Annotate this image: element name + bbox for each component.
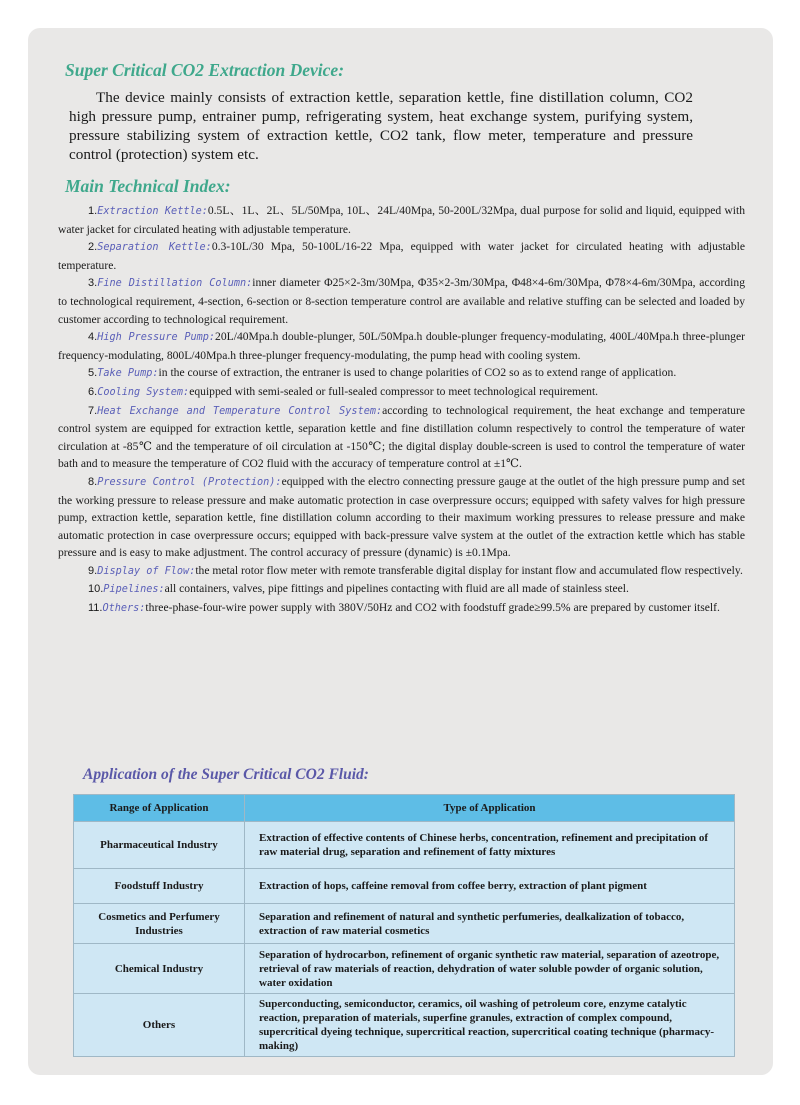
spec-item [58, 274, 745, 328]
spec-label: Cooling System: [97, 386, 190, 398]
type-cell: Separation and refinement of natural and synthetic perfumeries, dealkalization of tobacco, extraction of raw material cosmetics [245, 904, 735, 944]
document-card [28, 28, 773, 1075]
spec-label: Pressure Control (Protection): [97, 476, 282, 488]
range-cell: Cosmetics and Perfumery Industries [74, 904, 245, 944]
range-cell: Others [74, 994, 245, 1057]
spec-label: Extraction Kettle: [97, 206, 208, 217]
table-row [74, 869, 735, 904]
spec-label: Pipelines: [103, 584, 165, 596]
spec-item [58, 383, 745, 402]
spec-label: Others: [102, 603, 146, 615]
spec-text: 20L/40Mpa.h double-plunger, 50L/50Mpa.h double-plunger frequency-modulating, 400L/40Mpa.h three-plunger frequency-modulating, 800L/40Mpa.h three-plunger frequency-modulating, the pump head with cooling system. [58, 330, 745, 362]
range-cell: Chemical Industry [74, 944, 245, 994]
spec-number: 2. [88, 241, 98, 254]
spec-number: 3. [88, 277, 98, 290]
spec-label: Take Pump: [97, 368, 159, 380]
spec-text: equipped with semi-sealed or full-sealed compressor to meet technological requirement. [189, 384, 599, 398]
spec-text: the metal rotor flow meter with remote transferable digital display for instant flow and accumulated flow respectively. [195, 563, 743, 577]
table-row [74, 944, 735, 994]
spec-number: 5. [88, 367, 98, 380]
spec-text: 0.5L、1L、2L、5L/50Mpa, 10L、24L/40Mpa, 50-200L/32Mpa, dual purpose for solid and liquid, equipped with water jacket for circulated heating with adjustable temperature. [58, 204, 745, 236]
range-cell: Foodstuff Industry [74, 869, 245, 904]
spec-number: 7. [88, 404, 98, 417]
spec-text: in the course of extraction, the entraner is used to change polarities of CO2 so as to extend range of application. [158, 366, 677, 380]
spec-text: all containers, valves, pipe fittings and pipelines contacting with fluid are all made of stainless steel. [164, 582, 629, 596]
spec-number: 6. [88, 385, 98, 398]
type-cell: Extraction of effective contents of Chinese herbs, concentration, refinement and precipitation of raw material drug, separation and refinement of fatty mixtures [245, 822, 735, 869]
spec-item [58, 580, 745, 599]
spec-number: 9. [88, 564, 98, 577]
table-header-row [74, 795, 735, 822]
spec-number: 11. [88, 602, 103, 615]
column-header-range: Range of Application [74, 795, 245, 822]
spec-item [58, 562, 745, 581]
table-row [74, 994, 735, 1057]
spec-number: 4. [88, 331, 98, 344]
spec-item [58, 402, 745, 473]
spec-item [58, 238, 745, 274]
spec-number: 1. [88, 205, 98, 217]
spec-number: 8. [88, 475, 98, 488]
spec-item [58, 473, 745, 562]
spec-label: Display of Flow: [97, 565, 196, 577]
spec-label: Fine Distillation Column: [97, 278, 253, 290]
spec-label: High Pressure Pump: [97, 332, 216, 344]
range-cell: Pharmaceutical Industry [74, 822, 245, 869]
technical-index-list [58, 202, 745, 618]
spec-item [58, 328, 745, 364]
technical-index-title: Main Technical Index: [65, 176, 231, 196]
spec-label: Separation Kettle: [97, 242, 212, 254]
table-row [74, 904, 735, 944]
column-header-type: Type of Application [245, 795, 735, 822]
table-row [74, 822, 735, 869]
application-table [73, 794, 735, 1057]
spec-item [58, 202, 745, 238]
device-body: The device mainly consists of extraction kettle, separation kettle, fine distillation column, CO2 high pressure pump, entrainer pump, refrigerating system, heat exchange system, purifying system, pressure stabilizing system of extraction kettle, CO2 tank, flow meter, temperature and pressure control (protection) system etc. [69, 89, 693, 163]
spec-text: 0.3-10L/30 Mpa, 50-100L/16-22 Mpa, equipped with water jacket for circulated heating with adjustable temperature. [58, 240, 745, 272]
spec-text: three-phase-four-wire power supply with 380V/50Hz and CO2 with foodstuff grade≥99.5% are prepared by customer itself. [145, 601, 720, 615]
spec-item [58, 364, 745, 383]
device-title: Super Critical CO2 Extraction Device: [65, 60, 345, 80]
spec-text: inner diameter Φ25×2-3m/30Mpa, Φ35×2-3m/30Mpa, Φ48×4-6m/30Mpa, Φ78×4-6m/30Mpa, according to technological requirement, 4-section, 6-section or 8-section temperature control are available and relative stuffing can be selected and loaded by customer according to technological requirement. [58, 276, 745, 326]
spec-text: equipped with the electro connecting pressure gauge at the outlet of the high pressure pump and set the working pressure to release pressure and make automatic protection in case overpressure occurs; equipped with safety valves for high pressure pump, extraction kettle, separation kettle, fine distillation column according to their maximum working pressures to release pressure and make automatic protection in case overpressure occurs; equipped with back-pressure valve system at the outlet of the extraction kettle which has stable pressure and is easy to make adjustment. The control accuracy of pressure (dynamic) is ±0.1Mpa. [58, 474, 745, 560]
spec-number: 10. [88, 583, 104, 596]
type-cell: Superconducting, semiconductor, ceramics, oil washing of petroleum core, enzyme catalytic reaction, preparation of materials, superfine granules, extraction of complex compound, supercritical dyeing technique, supercritical reaction, supercritical coating technique (pharmacy-making) [245, 994, 735, 1057]
device-description [69, 88, 693, 164]
spec-text: according to technological requirement, the heat exchange and temperature control system are equipped for extraction kettle, separation kettle and fine distillation column respectively to control the temperature of water circulation at -85℃ and the temperature of oil circulation at -150℃; the digital display double-screen is used to control the temperature of water bath and to measure the temperature of CO2 fluid with the accuracy of temperature control at ±1℃. [58, 403, 745, 471]
application-title: Application of the Super Critical CO2 Fluid: [83, 766, 369, 783]
spec-item [58, 599, 745, 618]
type-cell: Separation of hydrocarbon, refinement of organic synthetic raw material, separation of azeotrope, retrieval of raw materials of reaction, dehydration of water soluble powder of organic solution, water oxidation [245, 944, 735, 994]
spec-label: Heat Exchange and Temperature Control System: [97, 405, 383, 417]
type-cell: Extraction of hops, caffeine removal from coffee berry, extraction of plant pigment [245, 869, 735, 904]
